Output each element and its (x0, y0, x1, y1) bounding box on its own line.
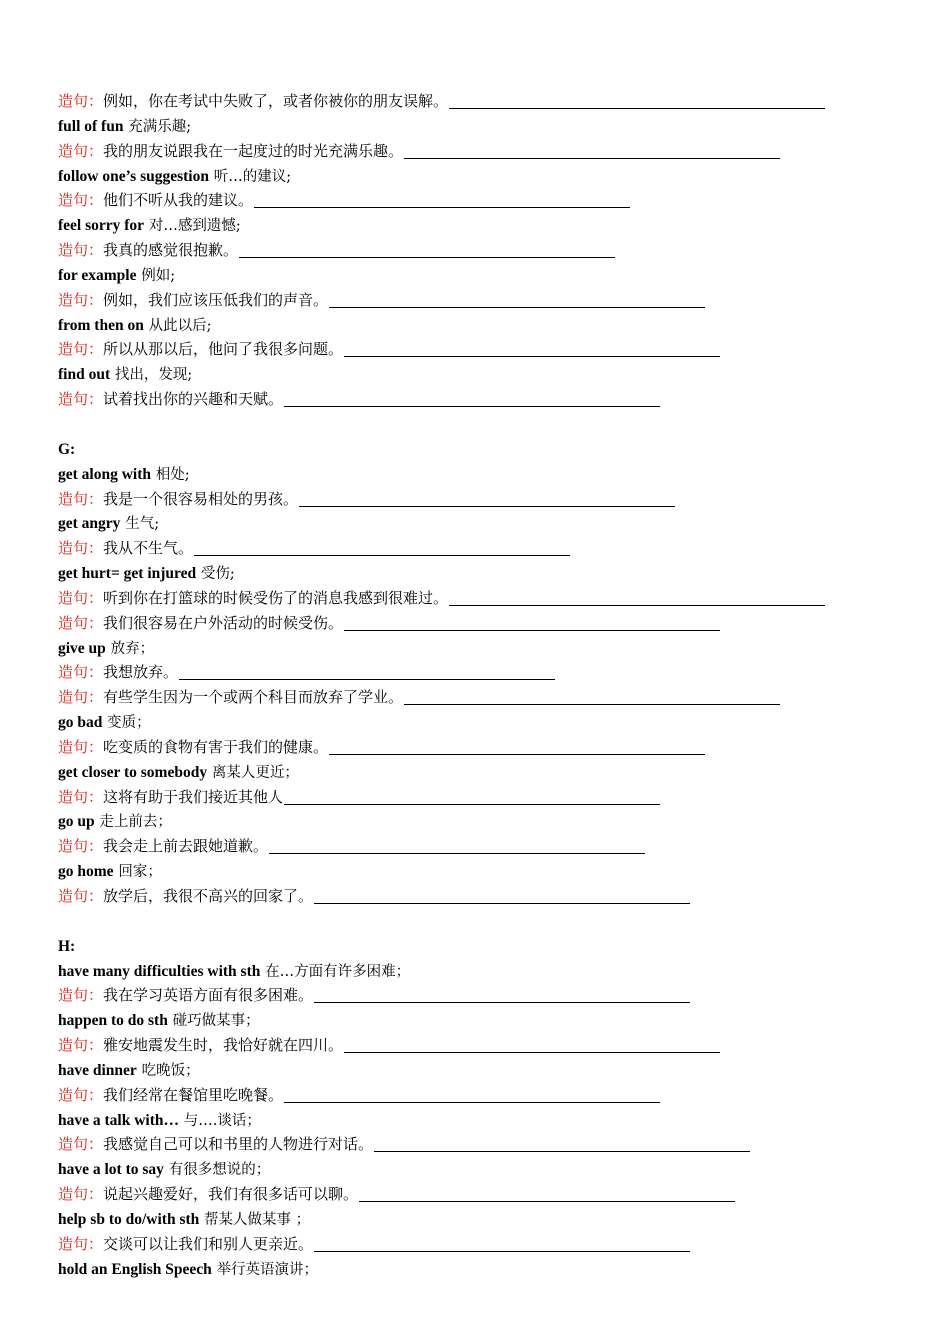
answer-blank-line[interactable] (254, 206, 630, 208)
phrase-term: from then on (58, 316, 144, 334)
phrase-term: help sb to do/with sth (58, 1210, 200, 1228)
sentence-label: 造句： (58, 986, 104, 1005)
phrase-term: get along with (58, 465, 151, 483)
answer-blank-line[interactable] (344, 629, 720, 631)
phrase-meaning: 回家； (118, 864, 162, 881)
sentence-prompt: 例如，你在考试中失败了，或者你被你的朋友误解。 (103, 92, 449, 110)
sentence-exercise (58, 188, 918, 213)
sentence-exercise (58, 1232, 918, 1257)
section-heading (58, 934, 918, 959)
answer-blank-line[interactable] (344, 355, 720, 357)
sentence-exercise (58, 1182, 918, 1207)
sentence-prompt: 我在学习英语方面有很多困难。 (103, 986, 314, 1005)
sentence-exercise (58, 89, 918, 114)
sentence-exercise (58, 685, 918, 710)
sentence-exercise (58, 337, 918, 362)
phrase-meaning: 与….谈话； (183, 1112, 261, 1129)
phrase-entry (58, 959, 918, 984)
sentence-label: 造句： (58, 290, 104, 309)
sentence-exercise (58, 536, 918, 561)
answer-blank-line[interactable] (284, 1101, 660, 1103)
sentence-label: 造句： (58, 1135, 104, 1154)
phrase-term: hold an English Speech (58, 1260, 212, 1278)
sentence-exercise (58, 660, 918, 685)
phrase-term: full of fun (58, 117, 124, 135)
phrase-entry (58, 859, 918, 884)
phrase-term: happen to do sth (58, 1012, 168, 1030)
phrase-entry (58, 710, 918, 735)
sentence-label: 造句： (58, 837, 104, 856)
answer-blank-line[interactable] (314, 1250, 690, 1252)
sentence-label: 造句： (58, 340, 104, 359)
sentence-label: 造句： (58, 241, 104, 260)
phrase-entry (58, 1058, 918, 1083)
answer-blank-line[interactable] (449, 604, 825, 606)
phrase-meaning: 变质； (107, 715, 151, 732)
answer-blank-line[interactable] (269, 852, 645, 854)
phrase-meaning: 例如; (141, 267, 176, 284)
answer-blank-line[interactable] (329, 753, 705, 755)
sentence-exercise (58, 288, 918, 313)
phrase-term: feel sorry for (58, 217, 145, 235)
phrase-term: go home (58, 863, 114, 881)
phrase-term: go up (58, 813, 95, 831)
sentence-exercise (58, 1132, 918, 1157)
phrase-term: get angry (58, 515, 121, 533)
sentence-exercise (58, 139, 918, 164)
sentence-prompt: 听到你在打篮球的时候受伤了的消息我感到很难过。 (103, 588, 449, 607)
phrase-term: follow one’s suggestion (58, 167, 209, 185)
sentence-exercise (58, 983, 918, 1008)
phrase-meaning: 充满乐趣; (128, 118, 192, 135)
sentence-label: 造句： (58, 191, 104, 210)
sentence-prompt: 他们不听从我的建议。 (103, 191, 254, 210)
phrase-entry (58, 809, 918, 834)
phrase-entry (58, 164, 918, 189)
section-heading (58, 437, 918, 462)
phrase-term: for example (58, 266, 137, 284)
document-body (58, 89, 918, 1282)
phrase-term: have dinner (58, 1061, 137, 1079)
sentence-exercise (58, 586, 918, 611)
sentence-prompt: 我的朋友说跟我在一起度过的时光充满乐趣。 (103, 141, 404, 160)
phrase-meaning: 受伤; (200, 566, 235, 583)
blank-line (58, 412, 918, 437)
sentence-label: 造句： (58, 489, 104, 508)
answer-blank-line[interactable] (299, 505, 675, 507)
phrase-entry (58, 1008, 918, 1033)
phrase-entry (58, 213, 918, 238)
phrase-entry (58, 1257, 918, 1282)
phrase-entry (58, 561, 918, 586)
answer-blank-line[interactable] (404, 157, 780, 159)
phrase-entry (58, 362, 918, 387)
phrase-meaning: 举行英语演讲； (216, 1261, 319, 1278)
sentence-prompt: 吃变质的食物有害于我们的健康。 (103, 737, 329, 756)
sentence-prompt: 我们很容易在户外活动的时候受伤。 (103, 613, 344, 632)
sentence-prompt: 放学后，我很不高兴的回家了。 (103, 887, 314, 905)
phrase-meaning: 生气; (125, 516, 160, 533)
blank-line (58, 909, 918, 934)
phrase-term: have a talk with… (58, 1111, 179, 1129)
sentence-label: 造句： (58, 663, 104, 682)
phrase-entry (58, 760, 918, 785)
phrase-meaning: 在…方面有许多困难； (265, 963, 411, 980)
phrase-meaning: 对…感到遗憾; (148, 218, 241, 235)
sentence-prompt: 试着找出你的兴趣和天赋。 (103, 390, 284, 409)
section-letter: G: (58, 440, 76, 458)
sentence-exercise (58, 1083, 918, 1108)
sentence-exercise (58, 1033, 918, 1058)
sentence-label: 造句： (58, 887, 104, 905)
sentence-label: 造句： (58, 613, 104, 632)
phrase-entry (58, 1108, 918, 1133)
phrase-meaning: 放弃； (110, 640, 155, 657)
sentence-label: 造句： (58, 1085, 104, 1104)
sentence-prompt: 有些学生因为一个或两个科目而放弃了学业。 (103, 688, 404, 707)
sentence-label: 造句： (58, 737, 104, 756)
sentence-prompt: 我想放弃。 (103, 663, 179, 682)
sentence-prompt: 我感觉自己可以和书里的人物进行对话。 (103, 1135, 374, 1154)
answer-blank-line[interactable] (374, 1150, 750, 1152)
phrase-term: get hurt= get injured (58, 565, 197, 583)
sentence-exercise (58, 611, 918, 636)
answer-blank-line[interactable] (239, 256, 615, 258)
sentence-label: 造句： (58, 787, 104, 806)
sentence-exercise (58, 487, 918, 512)
phrase-term: get closer to somebody (58, 763, 208, 781)
sentence-exercise (58, 884, 918, 909)
answer-blank-line[interactable] (179, 678, 555, 680)
sentence-exercise (58, 735, 918, 760)
sentence-prompt: 这将有助于我们接近其他人 (103, 787, 284, 806)
sentence-prompt: 我是一个很容易相处的男孩。 (103, 489, 299, 508)
sentence-prompt: 说起兴趣爱好，我们有很多话可以聊。 (103, 1185, 359, 1204)
phrase-entry (58, 511, 918, 536)
sentence-label: 造句： (58, 688, 104, 707)
sentence-label: 造句： (58, 1036, 104, 1055)
answer-blank-line[interactable] (404, 703, 780, 705)
sentence-label: 造句： (58, 1185, 104, 1204)
sentence-prompt: 我们经常在餐馆里吃晚餐。 (103, 1085, 284, 1104)
phrase-meaning: 从此以后; (148, 317, 212, 334)
sentence-label: 造句： (58, 1234, 104, 1253)
sentence-prompt: 雅安地震发生时，我恰好就在四川。 (103, 1036, 344, 1055)
phrase-meaning: 相处; (155, 466, 190, 483)
sentence-exercise (58, 387, 918, 412)
sentence-label: 造句： (58, 588, 104, 607)
phrase-meaning: 碰巧做某事； (172, 1013, 260, 1030)
phrase-entry (58, 462, 918, 487)
phrase-term: give up (58, 639, 106, 657)
phrase-meaning: 离某人更近； (211, 764, 299, 781)
sentence-prompt: 我真的感觉很抱歉。 (103, 241, 239, 260)
sentence-label: 造句： (58, 539, 104, 558)
answer-blank-line[interactable] (329, 306, 705, 308)
sentence-prompt: 例如，我们应该压低我们的声音。 (103, 290, 329, 309)
sentence-label: 造句： (58, 92, 104, 110)
phrase-meaning: 有很多想说的； (168, 1162, 271, 1179)
sentence-exercise (58, 834, 918, 859)
answer-blank-line[interactable] (314, 1001, 690, 1003)
phrase-term: find out (58, 366, 111, 384)
answer-blank-line[interactable] (449, 107, 825, 109)
phrase-entry (58, 1207, 918, 1232)
phrase-entry (58, 1157, 918, 1182)
sentence-prompt: 我从不生气。 (103, 539, 194, 558)
answer-blank-line[interactable] (359, 1200, 735, 1202)
sentence-label: 造句： (58, 390, 104, 409)
section-letter: H: (58, 937, 76, 955)
sentence-exercise (58, 238, 918, 263)
sentence-prompt: 所以从那以后，他问了我很多问题。 (103, 340, 344, 359)
phrase-term: have many difficulties with sth (58, 962, 261, 980)
sentence-exercise (58, 785, 918, 810)
phrase-term: have a lot to say (58, 1161, 164, 1179)
phrase-meaning: 吃晚饭； (141, 1062, 200, 1079)
sentence-prompt: 我会走上前去跟她道歉。 (103, 837, 269, 856)
phrase-entry (58, 313, 918, 338)
answer-blank-line[interactable] (344, 1051, 720, 1053)
sentence-prompt: 交谈可以让我们和别人更亲近。 (103, 1234, 314, 1253)
answer-blank-line[interactable] (194, 554, 570, 556)
phrase-entry (58, 114, 918, 139)
phrase-entry (58, 636, 918, 661)
answer-blank-line[interactable] (284, 803, 660, 805)
sentence-label: 造句： (58, 141, 104, 160)
phrase-meaning: 帮某人做某事 ； (204, 1211, 311, 1228)
answer-blank-line[interactable] (314, 902, 690, 904)
phrase-entry (58, 263, 918, 288)
phrase-term: go bad (58, 714, 103, 732)
answer-blank-line[interactable] (284, 405, 660, 407)
phrase-meaning: 走上前去； (99, 814, 172, 831)
phrase-meaning: 找出，发现; (114, 367, 193, 384)
phrase-meaning: 听…的建议; (213, 168, 292, 185)
